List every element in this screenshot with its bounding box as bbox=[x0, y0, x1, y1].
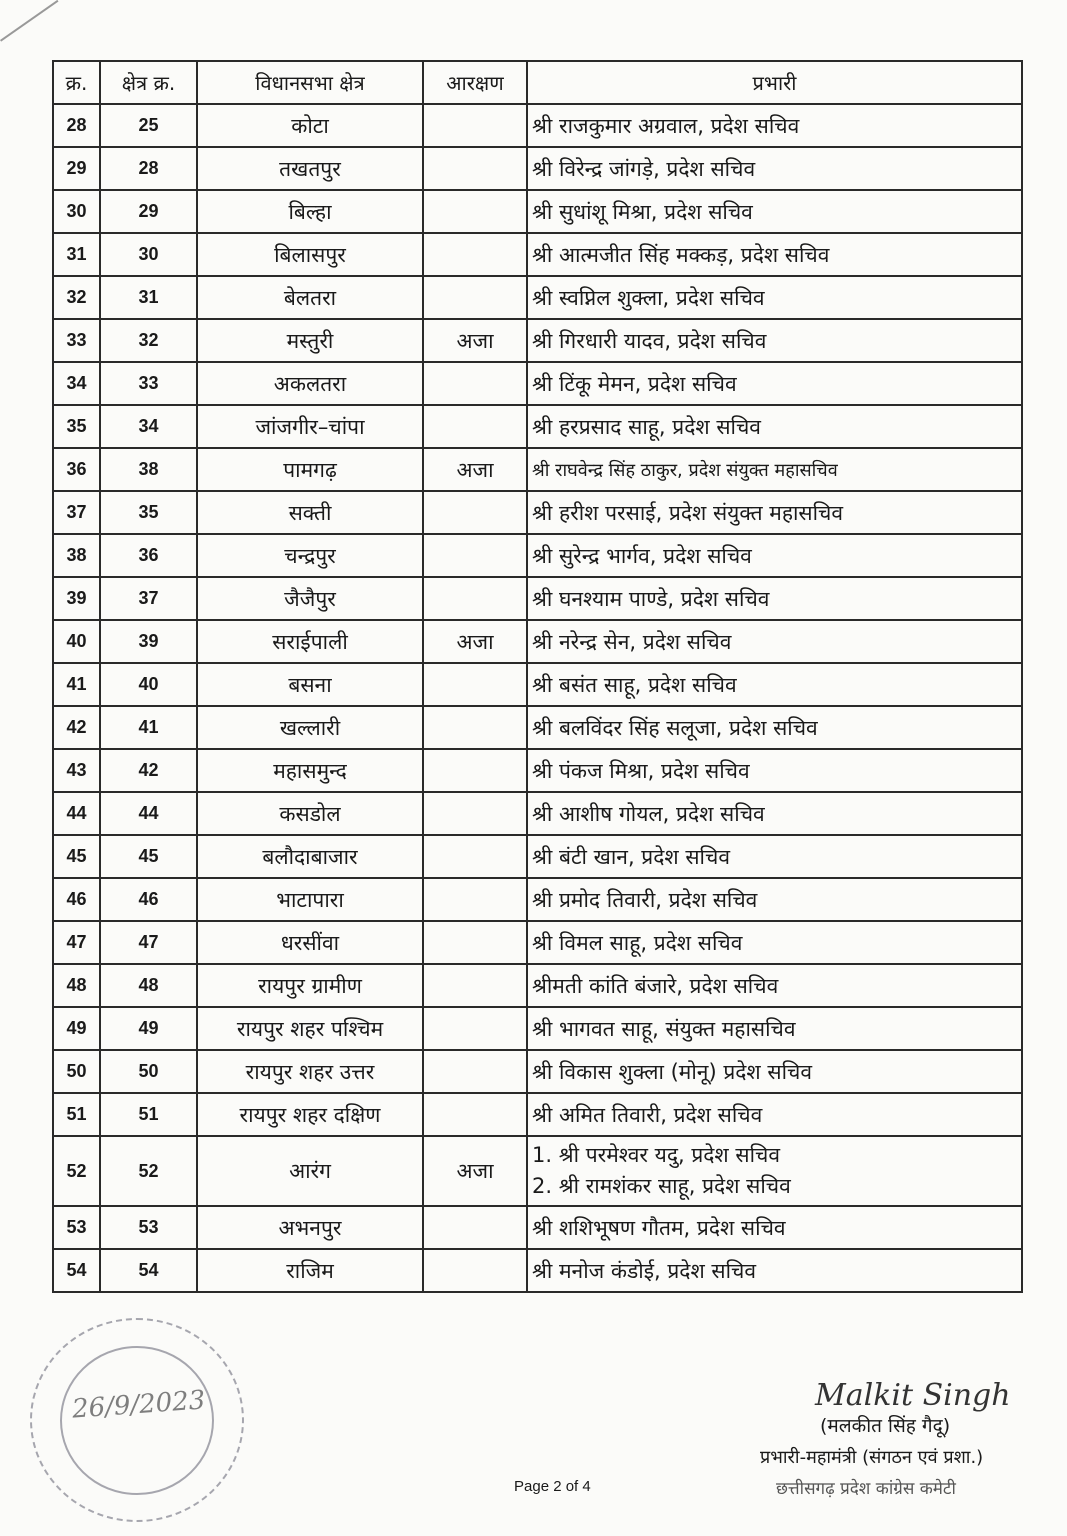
cell-vidhansabha: भाटापारा bbox=[197, 878, 423, 921]
prabhari-name: श्री शशिभूषण गौतम, प्रदेश सचिव bbox=[532, 1215, 786, 1240]
cell-arakshan: अजा bbox=[423, 448, 527, 491]
table-row bbox=[53, 233, 1022, 276]
cell-prabhari bbox=[527, 577, 1022, 620]
cell-prabhari bbox=[527, 362, 1022, 405]
scan-edge-mark bbox=[0, 0, 58, 42]
cell-kshetra-no: 47 bbox=[100, 921, 197, 964]
cell-sn: 43 bbox=[53, 749, 100, 792]
header-vidhansabha: विधानसभा क्षेत्र bbox=[197, 61, 423, 104]
prabhari-name: श्री नरेन्द्र सेन, प्रदेश सचिव bbox=[532, 629, 732, 654]
cell-arakshan bbox=[423, 577, 527, 620]
cell-vidhansabha: मस्तुरी bbox=[197, 319, 423, 362]
cell-prabhari bbox=[527, 448, 1022, 491]
prabhari-name: श्री आत्मजीत सिंह मक्कड़, प्रदेश सचिव bbox=[532, 242, 830, 267]
cell-arakshan: अजा bbox=[423, 620, 527, 663]
cell-vidhansabha: सराईपाली bbox=[197, 620, 423, 663]
prabhari-name: श्री राघवेन्द्र सिंह ठाकुर, प्रदेश संयुक्त महासचिव bbox=[532, 460, 838, 481]
cell-sn: 35 bbox=[53, 405, 100, 448]
cell-prabhari bbox=[527, 1050, 1022, 1093]
cell-kshetra-no: 25 bbox=[100, 104, 197, 147]
table-row bbox=[53, 190, 1022, 233]
prabhari-name: श्री टिंकू मेमन, प्रदेश सचिव bbox=[532, 371, 737, 396]
cell-prabhari bbox=[527, 620, 1022, 663]
header-sn: क्र. bbox=[53, 61, 100, 104]
cell-vidhansabha: जांजगीर–चांपा bbox=[197, 405, 423, 448]
cell-sn: 49 bbox=[53, 1007, 100, 1050]
prabhari-name: श्री प्रमोद तिवारी, प्रदेश सचिव bbox=[532, 887, 758, 912]
cell-prabhari bbox=[527, 1136, 1022, 1206]
table-row bbox=[53, 706, 1022, 749]
prabhari-name: श्री विमल साहू, प्रदेश सचिव bbox=[532, 930, 743, 955]
cell-kshetra-no: 48 bbox=[100, 964, 197, 1007]
cell-sn: 45 bbox=[53, 835, 100, 878]
cell-arakshan bbox=[423, 1206, 527, 1249]
cell-vidhansabha: आरंग bbox=[197, 1136, 423, 1206]
cell-vidhansabha: बिल्हा bbox=[197, 190, 423, 233]
cell-sn: 48 bbox=[53, 964, 100, 1007]
prabhari-name: 2. श्री रामशंकर साहू, प्रदेश सचिव bbox=[532, 1174, 791, 1198]
cell-kshetra-no: 42 bbox=[100, 749, 197, 792]
cell-vidhansabha: चन्द्रपुर bbox=[197, 534, 423, 577]
cell-prabhari bbox=[527, 878, 1022, 921]
cell-prabhari bbox=[527, 1007, 1022, 1050]
cell-vidhansabha: बिलासपुर bbox=[197, 233, 423, 276]
cell-arakshan bbox=[423, 964, 527, 1007]
cell-arakshan bbox=[423, 362, 527, 405]
handwritten-signature: Malkit Singh bbox=[815, 1378, 1011, 1413]
cell-sn: 46 bbox=[53, 878, 100, 921]
cell-vidhansabha: रायपुर ग्रामीण bbox=[197, 964, 423, 1007]
header-arakshan: आरक्षण bbox=[423, 61, 527, 104]
cell-vidhansabha: कसडोल bbox=[197, 792, 423, 835]
prabhari-name: श्री घनश्याम पाण्डे, प्रदेश सचिव bbox=[532, 586, 770, 611]
cell-vidhansabha: पामगढ़ bbox=[197, 448, 423, 491]
cell-prabhari bbox=[527, 706, 1022, 749]
cell-prabhari bbox=[527, 190, 1022, 233]
cell-vidhansabha: अभनपुर bbox=[197, 1206, 423, 1249]
table-header-row bbox=[53, 61, 1022, 104]
constituency-table bbox=[52, 60, 1023, 1293]
table-row bbox=[53, 1007, 1022, 1050]
cell-kshetra-no: 44 bbox=[100, 792, 197, 835]
cell-vidhansabha: राजिम bbox=[197, 1249, 423, 1292]
table-row bbox=[53, 362, 1022, 405]
table-row bbox=[53, 534, 1022, 577]
cell-arakshan bbox=[423, 534, 527, 577]
cell-vidhansabha: अकलतरा bbox=[197, 362, 423, 405]
cell-kshetra-no: 49 bbox=[100, 1007, 197, 1050]
cell-kshetra-no: 34 bbox=[100, 405, 197, 448]
cell-prabhari bbox=[527, 233, 1022, 276]
cell-prabhari bbox=[527, 1093, 1022, 1136]
cell-prabhari bbox=[527, 1249, 1022, 1292]
cell-sn: 36 bbox=[53, 448, 100, 491]
prabhari-name: श्री भागवत साहू, संयुक्त महासचिव bbox=[532, 1016, 796, 1041]
cell-prabhari bbox=[527, 921, 1022, 964]
prabhari-name: श्री विरेन्द्र जांगड़े, प्रदेश सचिव bbox=[532, 156, 756, 181]
cell-kshetra-no: 28 bbox=[100, 147, 197, 190]
prabhari-name: श्री बसंत साहू, प्रदेश सचिव bbox=[532, 672, 737, 697]
cell-arakshan bbox=[423, 921, 527, 964]
prabhari-name: श्रीमती कांति बंजारे, प्रदेश सचिव bbox=[532, 973, 779, 998]
prabhari-name: श्री बलविंदर सिंह सलूजा, प्रदेश सचिव bbox=[532, 715, 818, 740]
cell-sn: 41 bbox=[53, 663, 100, 706]
cell-arakshan: अजा bbox=[423, 1136, 527, 1206]
cell-arakshan bbox=[423, 1093, 527, 1136]
table-row bbox=[53, 491, 1022, 534]
cell-arakshan bbox=[423, 147, 527, 190]
signatory-title: प्रभारी-महामंत्री (संगठन एवं प्रशा.) bbox=[760, 1447, 984, 1468]
cell-vidhansabha: खल्लारी bbox=[197, 706, 423, 749]
cell-arakshan: अजा bbox=[423, 319, 527, 362]
table-row bbox=[53, 577, 1022, 620]
prabhari-name: श्री आशीष गोयल, प्रदेश सचिव bbox=[532, 801, 765, 826]
cell-vidhansabha: धरसींवा bbox=[197, 921, 423, 964]
cell-vidhansabha: जैजैपुर bbox=[197, 577, 423, 620]
cell-sn: 38 bbox=[53, 534, 100, 577]
cell-prabhari bbox=[527, 276, 1022, 319]
cell-prabhari bbox=[527, 405, 1022, 448]
cell-prabhari bbox=[527, 1206, 1022, 1249]
cell-kshetra-no: 30 bbox=[100, 233, 197, 276]
cell-sn: 32 bbox=[53, 276, 100, 319]
cell-prabhari bbox=[527, 319, 1022, 362]
prabhari-name: श्री हरप्रसाद साहू, प्रदेश सचिव bbox=[532, 414, 761, 439]
cell-vidhansabha: रायपुर शहर उत्तर bbox=[197, 1050, 423, 1093]
cell-arakshan bbox=[423, 190, 527, 233]
cell-vidhansabha: रायपुर शहर पश्चिम bbox=[197, 1007, 423, 1050]
cell-prabhari bbox=[527, 964, 1022, 1007]
cell-vidhansabha: तखतपुर bbox=[197, 147, 423, 190]
cell-kshetra-no: 35 bbox=[100, 491, 197, 534]
cell-sn: 34 bbox=[53, 362, 100, 405]
cell-prabhari bbox=[527, 663, 1022, 706]
cell-vidhansabha: बसना bbox=[197, 663, 423, 706]
cell-vidhansabha: रायपुर शहर दक्षिण bbox=[197, 1093, 423, 1136]
cell-arakshan bbox=[423, 276, 527, 319]
table-row bbox=[53, 878, 1022, 921]
cell-arakshan bbox=[423, 405, 527, 448]
cell-prabhari bbox=[527, 534, 1022, 577]
cell-kshetra-no: 53 bbox=[100, 1206, 197, 1249]
cell-kshetra-no: 38 bbox=[100, 448, 197, 491]
prabhari-name: श्री सुरेन्द्र भार्गव, प्रदेश सचिव bbox=[532, 543, 752, 568]
cell-sn: 54 bbox=[53, 1249, 100, 1292]
cell-kshetra-no: 46 bbox=[100, 878, 197, 921]
cell-kshetra-no: 29 bbox=[100, 190, 197, 233]
prabhari-name: श्री विकास शुक्ला (मोनू) प्रदेश सचिव bbox=[532, 1059, 813, 1084]
cell-sn: 42 bbox=[53, 706, 100, 749]
cell-kshetra-no: 51 bbox=[100, 1093, 197, 1136]
office-stamp bbox=[30, 1318, 244, 1522]
table-row bbox=[53, 1206, 1022, 1249]
cell-kshetra-no: 32 bbox=[100, 319, 197, 362]
cell-vidhansabha: कोटा bbox=[197, 104, 423, 147]
signatory-org: छत्तीसगढ़ प्रदेश कांग्रेस कमेटी bbox=[776, 1479, 956, 1499]
cell-prabhari bbox=[527, 749, 1022, 792]
header-prabhari: प्रभारी bbox=[527, 61, 1022, 104]
cell-kshetra-no: 52 bbox=[100, 1136, 197, 1206]
prabhari-name: श्री पंकज मिश्रा, प्रदेश सचिव bbox=[532, 758, 750, 783]
cell-sn: 47 bbox=[53, 921, 100, 964]
cell-kshetra-no: 45 bbox=[100, 835, 197, 878]
cell-arakshan bbox=[423, 835, 527, 878]
cell-sn: 51 bbox=[53, 1093, 100, 1136]
cell-vidhansabha: सक्ती bbox=[197, 491, 423, 534]
cell-kshetra-no: 36 bbox=[100, 534, 197, 577]
table-row bbox=[53, 405, 1022, 448]
cell-arakshan bbox=[423, 491, 527, 534]
prabhari-name: श्री राजकुमार अग्रवाल, प्रदेश सचिव bbox=[532, 113, 800, 138]
cell-vidhansabha: बलौदाबाजार bbox=[197, 835, 423, 878]
table-row bbox=[53, 147, 1022, 190]
table-row bbox=[53, 663, 1022, 706]
table-row bbox=[53, 792, 1022, 835]
cell-sn: 31 bbox=[53, 233, 100, 276]
cell-sn: 29 bbox=[53, 147, 100, 190]
prabhari-name: श्री बंटी खान, प्रदेश सचिव bbox=[532, 844, 730, 869]
cell-sn: 37 bbox=[53, 491, 100, 534]
cell-kshetra-no: 31 bbox=[100, 276, 197, 319]
cell-prabhari bbox=[527, 491, 1022, 534]
page-number: Page 2 of 4 bbox=[514, 1478, 591, 1495]
cell-sn: 28 bbox=[53, 104, 100, 147]
cell-kshetra-no: 37 bbox=[100, 577, 197, 620]
cell-kshetra-no: 33 bbox=[100, 362, 197, 405]
prabhari-name: श्री गिरधारी यादव, प्रदेश सचिव bbox=[532, 328, 767, 353]
table-row bbox=[53, 1093, 1022, 1136]
table-row bbox=[53, 1050, 1022, 1093]
prabhari-name: 1. श्री परमेश्वर यदु, प्रदेश सचिव bbox=[532, 1143, 781, 1167]
cell-arakshan bbox=[423, 749, 527, 792]
cell-kshetra-no: 40 bbox=[100, 663, 197, 706]
cell-kshetra-no: 41 bbox=[100, 706, 197, 749]
cell-arakshan bbox=[423, 1249, 527, 1292]
cell-arakshan bbox=[423, 878, 527, 921]
table-row bbox=[53, 448, 1022, 491]
cell-prabhari bbox=[527, 104, 1022, 147]
table-row bbox=[53, 620, 1022, 663]
table-row bbox=[53, 276, 1022, 319]
cell-kshetra-no: 50 bbox=[100, 1050, 197, 1093]
cell-kshetra-no: 39 bbox=[100, 620, 197, 663]
cell-arakshan bbox=[423, 792, 527, 835]
header-kshetra-no: क्षेत्र क्र. bbox=[100, 61, 197, 104]
table-row bbox=[53, 964, 1022, 1007]
table-row bbox=[53, 104, 1022, 147]
cell-sn: 52 bbox=[53, 1136, 100, 1206]
cell-arakshan bbox=[423, 706, 527, 749]
cell-vidhansabha: महासमुन्द bbox=[197, 749, 423, 792]
cell-sn: 44 bbox=[53, 792, 100, 835]
cell-sn: 53 bbox=[53, 1206, 100, 1249]
table-row bbox=[53, 921, 1022, 964]
cell-arakshan bbox=[423, 663, 527, 706]
prabhari-name: श्री स्वप्निल शुक्ला, प्रदेश सचिव bbox=[532, 285, 765, 310]
cell-prabhari bbox=[527, 792, 1022, 835]
signatory-name: (मलकीत सिंह गैदू) bbox=[820, 1415, 951, 1437]
cell-vidhansabha: बेलतरा bbox=[197, 276, 423, 319]
table-row bbox=[53, 319, 1022, 362]
cell-prabhari bbox=[527, 147, 1022, 190]
cell-arakshan bbox=[423, 104, 527, 147]
cell-sn: 50 bbox=[53, 1050, 100, 1093]
prabhari-name: श्री अमित तिवारी, प्रदेश सचिव bbox=[532, 1102, 763, 1127]
cell-prabhari bbox=[527, 835, 1022, 878]
cell-arakshan bbox=[423, 233, 527, 276]
cell-sn: 30 bbox=[53, 190, 100, 233]
cell-sn: 40 bbox=[53, 620, 100, 663]
prabhari-name: श्री सुधांशू मिश्रा, प्रदेश सचिव bbox=[532, 199, 753, 224]
cell-arakshan bbox=[423, 1050, 527, 1093]
table-row bbox=[53, 749, 1022, 792]
cell-sn: 33 bbox=[53, 319, 100, 362]
prabhari-name: श्री मनोज कंडोई, प्रदेश सचिव bbox=[532, 1258, 757, 1283]
table-row bbox=[53, 1136, 1022, 1206]
cell-kshetra-no: 54 bbox=[100, 1249, 197, 1292]
prabhari-name: श्री हरीश परसाई, प्रदेश संयुक्त महासचिव bbox=[532, 500, 844, 525]
table-row bbox=[53, 835, 1022, 878]
stamp-date: 26/9/2023 bbox=[71, 1385, 207, 1425]
table-row bbox=[53, 1249, 1022, 1292]
cell-arakshan bbox=[423, 1007, 527, 1050]
cell-sn: 39 bbox=[53, 577, 100, 620]
